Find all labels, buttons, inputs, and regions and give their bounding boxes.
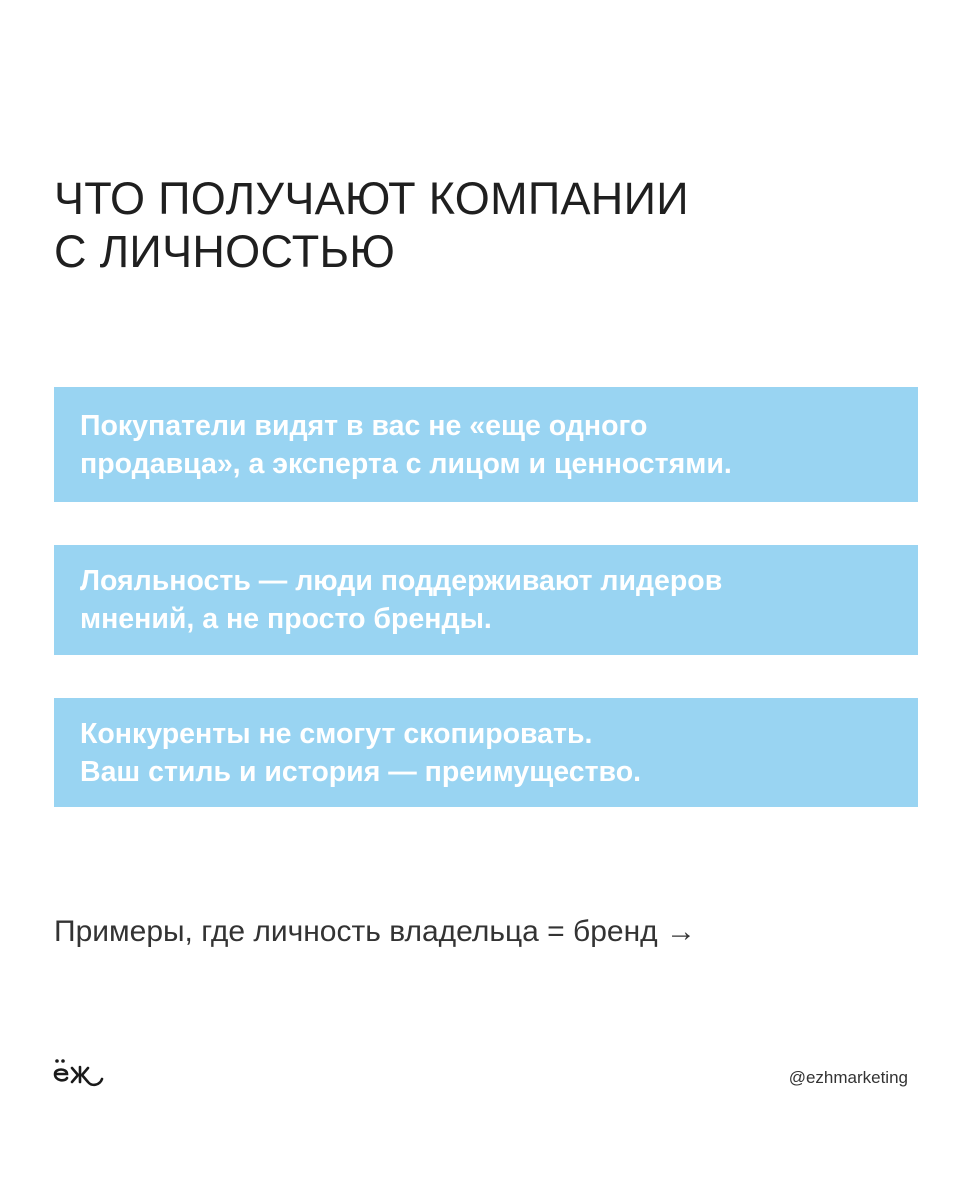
benefit-card-text-line: Покупатели видят в вас не «еще одного <box>80 409 648 442</box>
page-title <box>54 172 894 278</box>
brand-logo <box>52 1052 112 1092</box>
benefit-card-competitors <box>54 698 918 807</box>
examples-next-link[interactable]: Примеры, где личность владельца = бренд → <box>54 915 696 948</box>
benefit-card-customers <box>54 387 918 502</box>
social-handle: @ezhmarketing <box>788 1068 908 1087</box>
benefit-card-loyalty <box>54 545 918 655</box>
benefit-card-text-line: Ваш стиль и история — преимущество. <box>80 755 642 788</box>
benefit-card-text-line: продавца», а эксперта с лицом и ценностями. <box>80 447 732 480</box>
page-title-line-2: С ЛИЧНОСТЬЮ <box>54 226 396 277</box>
benefit-card-text-line: Лояльность — люди поддерживают лидеров <box>80 565 723 597</box>
benefit-card-text-line: мнений, а не просто бренды. <box>80 603 492 635</box>
brand-logo-mark <box>52 1054 110 1090</box>
benefit-card-text-line: Конкуренты не смогут скопировать. <box>80 717 593 750</box>
page-title-line-1: ЧТО ПОЛУЧАЮТ КОМПАНИИ <box>54 173 689 224</box>
